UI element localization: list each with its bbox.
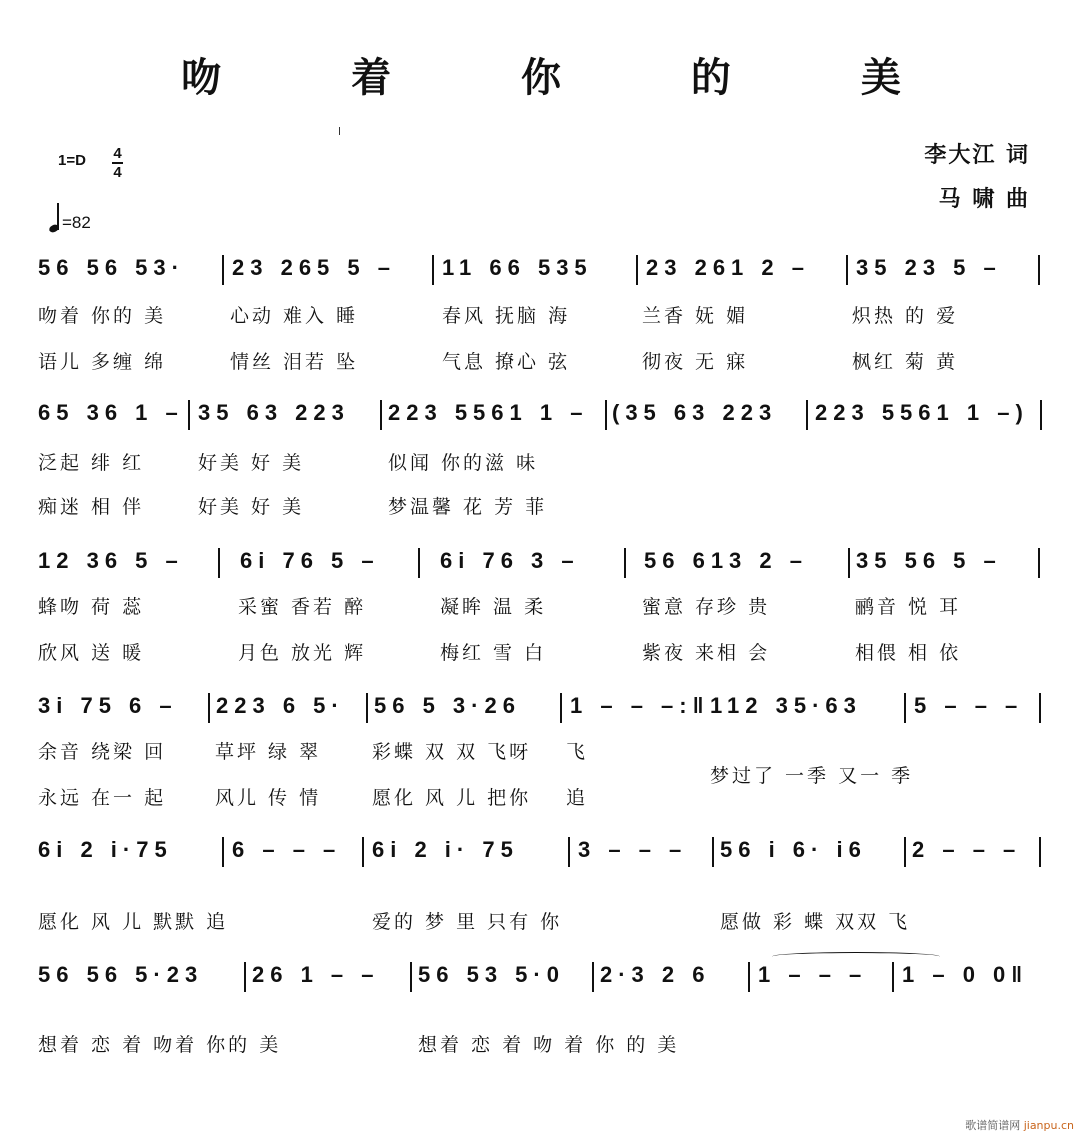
measure: 1 – 0 0‖: [902, 962, 1029, 987]
measure: 1 – – –: [758, 962, 868, 987]
barline: [624, 548, 626, 578]
time-signature: [112, 146, 123, 180]
lyric-verse2: 彻夜 无 寐: [642, 351, 749, 373]
stray-mark: [339, 127, 340, 135]
lyric-verse1: 凝眸 温 柔: [440, 596, 547, 618]
measure: 6i 2 i· 75: [372, 837, 519, 862]
measure: 6 – – –: [232, 837, 342, 862]
lyric-verse2: 追: [566, 787, 589, 809]
lyric-verse1: 兰香 妩 媚: [642, 305, 749, 327]
measure: 23 265 5 –: [232, 255, 396, 280]
barline: [222, 255, 224, 285]
lyric-verse1: 心动 难入 睡: [230, 305, 359, 327]
measure: 35 56 5 –: [856, 548, 1002, 573]
barline: [848, 548, 850, 578]
barline: [892, 962, 894, 992]
barline: [568, 837, 570, 867]
barline: [1039, 693, 1041, 723]
lyric-verse1: 爱的 梦 里 只有 你: [372, 911, 563, 933]
lyric-verse2: 紫夜 来相 会: [642, 642, 771, 664]
barline: [636, 255, 638, 285]
lyric-verse2: 愿化 风 儿 把你: [372, 787, 532, 809]
lyric-verse2: 语儿 多缠 绵: [38, 351, 167, 373]
barline: [904, 693, 906, 723]
measure: 23 261 2 –: [646, 255, 810, 280]
lyric-verse1: 吻着 你的 美: [38, 305, 167, 327]
lyric-verse1: 蜜意 存珍 贵: [642, 596, 771, 618]
barline: [410, 962, 412, 992]
time-denominator: 4: [113, 163, 122, 181]
composer-credit: 马 啸 曲: [938, 186, 1030, 212]
barline: [748, 962, 750, 992]
barline: [846, 255, 848, 285]
watermark-text: 歌谱简谱网: [965, 1119, 1021, 1132]
measure: 112 35·63: [710, 693, 862, 718]
measure: 56 5 3·26: [374, 693, 521, 718]
barline: [1038, 548, 1040, 578]
lyric-verse1: 想着 恋 着 吻着 你的 美: [38, 1034, 282, 1056]
barline: [1040, 400, 1042, 430]
lyric-verse2: 情丝 泪若 坠: [230, 351, 359, 373]
measure: 1 – – –:‖: [570, 693, 710, 718]
lyric-verse1: 泛起 绯 红: [38, 452, 145, 474]
site-watermark: [965, 1117, 1074, 1133]
measure: 3 – – –: [578, 837, 688, 862]
barline: [244, 962, 246, 992]
key-signature: 1=D: [58, 152, 86, 169]
measure: 56 56 5·23: [38, 962, 204, 987]
lyric-verse1: 想着 恋 着 吻 着 你 的 美: [418, 1034, 680, 1056]
measure: 6i 76 5 –: [240, 548, 380, 573]
lyric-verse1: 余音 绕梁 回: [38, 741, 167, 763]
barline: [605, 400, 607, 430]
measure: 26 1 – –: [252, 962, 380, 987]
measure: 6i 2 i·75: [38, 837, 173, 862]
barline: [188, 400, 190, 430]
measure: 5 – – –: [914, 693, 1024, 718]
lyric-verse2: 月色 放光 辉: [238, 642, 367, 664]
lyric-verse1: 鹂音 悦 耳: [855, 596, 962, 618]
lyric-coda: 梦过了 一季 又一 季: [710, 765, 914, 787]
lyric-verse1: 彩蝶 双 双 飞呀: [372, 741, 532, 763]
lyric-verse2: 梅红 雪 白: [440, 642, 547, 664]
tempo-marking: [48, 203, 91, 233]
measure: 35 23 5 –: [856, 255, 1002, 280]
quarter-note-icon: [48, 203, 62, 233]
measure: 2 – – –: [912, 837, 1022, 862]
lyric-verse1: 春风 抚脑 海: [442, 305, 571, 327]
lyric-verse1: 似闻 你的滋 味: [388, 452, 539, 474]
barline: [208, 693, 210, 723]
lyric-verse1: 采蜜 香若 醉: [238, 596, 367, 618]
watermark-url: jianpu.cn: [1023, 1119, 1074, 1132]
song-title: 吻 着 你 的 美: [181, 54, 959, 101]
lyric-verse1: 飞: [566, 741, 589, 763]
lyric-verse1: 蜂吻 荷 蕊: [38, 596, 145, 618]
barline: [432, 255, 434, 285]
barline: [366, 693, 368, 723]
measure: 56 i 6· i6: [720, 837, 867, 862]
measure: (35 63 223: [612, 400, 778, 425]
measure: 223 5561 1 –: [388, 400, 589, 425]
barline: [418, 548, 420, 578]
lyric-verse1: 愿做 彩 蝶 双双 飞: [720, 911, 911, 933]
measure: 56 613 2 –: [644, 548, 808, 573]
measure: 65 36 1 –: [38, 400, 184, 425]
barline: [806, 400, 808, 430]
lyricist-credit: 李大江 词: [924, 142, 1030, 168]
measure: 56 53 5·0: [418, 962, 565, 987]
lyric-verse2: 永远 在一 起: [38, 787, 167, 809]
lyric-verse2: 相偎 相 依: [855, 642, 962, 664]
lyric-verse2: 好美 好 美: [198, 496, 305, 518]
measure: 223 6 5·: [216, 693, 345, 718]
barline: [218, 548, 220, 578]
tie-mark: [772, 952, 940, 961]
measure: 35 63 223: [198, 400, 350, 425]
measure: 2·3 2 6: [600, 962, 711, 987]
barline: [380, 400, 382, 430]
barline: [1039, 837, 1041, 867]
lyric-verse2: 风儿 传 情: [215, 787, 322, 809]
barline: [1038, 255, 1040, 285]
measure: 12 36 5 –: [38, 548, 184, 573]
measure: 3i 75 6 –: [38, 693, 178, 718]
measure: 56 56 53·: [38, 255, 185, 280]
measure: 6i 76 3 –: [440, 548, 580, 573]
lyric-verse2: 气息 撩心 弦: [442, 351, 571, 373]
lyric-verse1: 炽热 的 爱: [852, 305, 959, 327]
barline: [712, 837, 714, 867]
time-numerator: 4: [113, 145, 122, 162]
lyric-verse1: 草坪 绿 翠: [215, 741, 322, 763]
measure: 223 5561 1 –): [815, 400, 1029, 425]
barline: [904, 837, 906, 867]
lyric-verse2: 欣风 送 暖: [38, 642, 145, 664]
barline: [592, 962, 594, 992]
lyric-verse2: 枫红 菊 黄: [852, 351, 959, 373]
lyric-verse2: 梦温馨 花 芳 菲: [388, 496, 548, 518]
measure: 11 66 535: [442, 255, 593, 280]
lyric-verse2: 痴迷 相 伴: [38, 496, 145, 518]
barline: [560, 693, 562, 723]
lyric-verse1: 愿化 风 儿 默默 追: [38, 911, 229, 933]
tempo-value: =82: [62, 213, 91, 232]
lyric-verse1: 好美 好 美: [198, 452, 305, 474]
barline: [222, 837, 224, 867]
barline: [362, 837, 364, 867]
